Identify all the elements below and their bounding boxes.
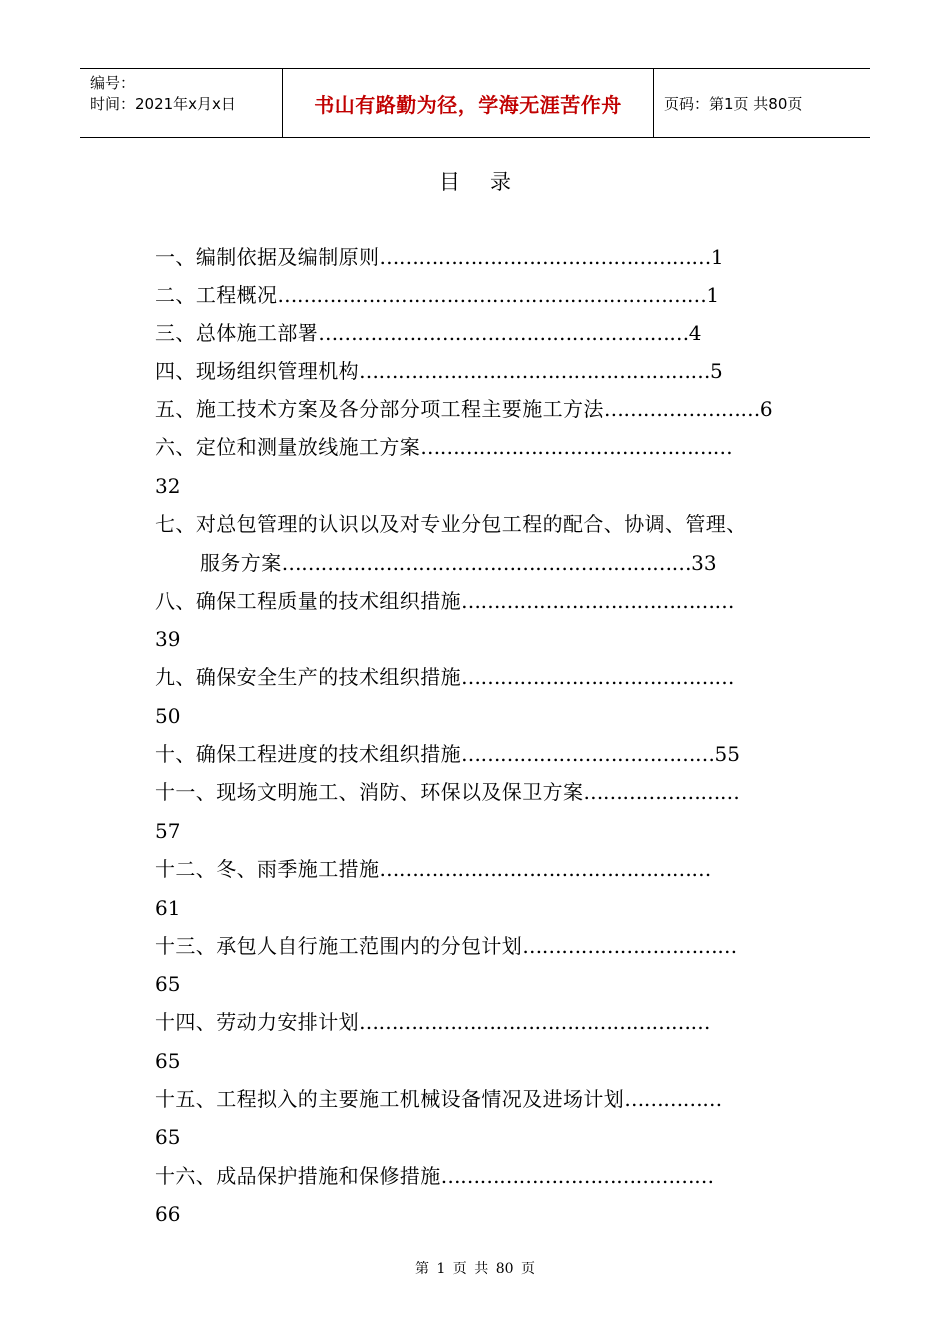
toc-entry-dots: ………………………………………………… — [318, 321, 689, 345]
toc-entry-page: 65 — [155, 1125, 181, 1149]
toc-entry-number: 十六、 — [155, 1164, 217, 1188]
toc-title: 目录 — [439, 170, 541, 194]
toc-entry-number: 五、 — [155, 397, 196, 421]
toc-entry-page-line[interactable] — [155, 1123, 180, 1151]
toc-entry-text: 承包人自行施工范围内的分包计划 — [216, 934, 523, 958]
toc-entry-number: 十一、 — [155, 780, 217, 804]
toc-entry-page-line[interactable] — [155, 625, 180, 653]
toc-entry[interactable] — [155, 932, 737, 960]
header-meta — [80, 69, 282, 137]
toc-entry-text: 劳动力安排计划 — [216, 1010, 360, 1034]
toc-entry-dots: …………………………… — [522, 934, 737, 958]
toc-entry-text: 工程拟入的主要施工机械设备情况及进场计划 — [216, 1087, 625, 1111]
toc-entry-page-line[interactable] — [155, 970, 180, 998]
toc-entry-dots: ……………………………………………… — [359, 1010, 711, 1034]
toc-entry[interactable] — [155, 319, 701, 347]
toc-entry-text-continued: 服务方案 — [200, 551, 282, 575]
toc-entry-text: 编制依据及编制原则 — [195, 245, 380, 269]
toc-entry-text: 施工技术方案及各分部分项工程主要施工方法 — [195, 397, 604, 421]
toc-entry-text: 对总包管理的认识以及对专业分包工程的配合、协调、管理、 — [195, 512, 747, 536]
toc-entry-page: 5 — [710, 359, 723, 383]
toc-entry-number: 七、 — [155, 512, 196, 536]
toc-entry[interactable] — [155, 395, 773, 423]
toc-entry-continuation[interactable] — [200, 549, 717, 577]
toc-entry-number: 十五、 — [155, 1087, 217, 1111]
toc-entry-number: 四、 — [155, 359, 196, 383]
toc-entry-page: 65 — [155, 972, 181, 996]
toc-entry-page: 50 — [155, 704, 181, 728]
toc-entry-text: 总体施工部署 — [195, 321, 319, 345]
toc-entry-page-line[interactable] — [155, 1200, 180, 1228]
toc-entry[interactable] — [155, 740, 740, 768]
toc-entry-number: 二、 — [155, 283, 196, 307]
toc-entry-page: 39 — [155, 627, 181, 651]
toc-entry-page-line[interactable] — [155, 472, 180, 500]
toc-entry-number: 八、 — [155, 589, 196, 613]
toc-entry-text: 定位和测量放线施工方案 — [195, 435, 421, 459]
toc-entry-dots: …………………………………………… — [379, 245, 711, 269]
toc-entry-page: 61 — [155, 896, 181, 920]
toc-entry[interactable] — [155, 778, 739, 806]
toc-entry-dots: …………………………………… — [461, 589, 735, 613]
toc-entry-page: 57 — [155, 819, 181, 843]
header-motto: 书山有路勤为径，学海无涯苦作舟 — [282, 69, 654, 137]
toc-entry-page: 6 — [759, 397, 773, 421]
toc-entry-dots: ……………………………………………… — [359, 359, 711, 383]
toc-entry-number: 三、 — [155, 321, 196, 345]
toc-entry-page: 4 — [688, 321, 702, 345]
toc-entry-number: 九、 — [155, 665, 196, 689]
toc-entry-number: 六、 — [155, 435, 196, 459]
toc-entry-text: 确保工程进度的技术组织措施 — [195, 742, 462, 766]
toc-entry-page: 32 — [155, 474, 181, 498]
toc-entry-page-line[interactable] — [155, 702, 180, 730]
header-page-info: 页码：第1页 共80页 — [664, 94, 803, 113]
toc-entry[interactable] — [155, 1162, 714, 1190]
header-number-label: 编号： — [90, 74, 136, 92]
toc-entry-dots: ………………………………………………………… — [277, 283, 707, 307]
toc-entry-number: 一、 — [155, 245, 196, 269]
toc-entry-page: 66 — [155, 1202, 181, 1226]
toc-entry-page-line[interactable] — [155, 1047, 180, 1075]
toc-entry-dots: …………………………………… — [461, 665, 735, 689]
toc-entry-text: 成品保护措施和保修措施 — [216, 1164, 441, 1188]
toc-entry[interactable] — [155, 1008, 710, 1036]
toc-entry-text: 现场文明施工、消防、环保以及保卫方案 — [216, 780, 584, 804]
page-footer: 第 1 页 共 80 页 — [415, 1261, 535, 1277]
toc-entry-dots: …………………………………………… — [379, 857, 711, 881]
toc-entry-page: 33 — [691, 551, 717, 575]
toc-entry-page-line[interactable] — [155, 817, 180, 845]
toc-entry-text: 冬、雨季施工措施 — [216, 857, 380, 881]
toc-entry-number: 十三、 — [155, 934, 217, 958]
toc-entry-text: 工程概况 — [195, 283, 278, 307]
toc-entry-dots: ………………………………………… — [420, 435, 733, 459]
toc-entry-page-line[interactable] — [155, 894, 180, 922]
toc-entry-text: 确保安全生产的技术组织措施 — [195, 665, 462, 689]
page-header — [80, 68, 870, 138]
toc-entry-dots: …………………… — [603, 397, 760, 421]
toc-entry[interactable] — [155, 281, 719, 309]
toc-entry[interactable] — [155, 1085, 722, 1113]
toc-entry-dots: …………… — [624, 1087, 722, 1111]
toc-entry[interactable] — [155, 587, 734, 615]
toc-entry-dots: ………………………………… — [461, 742, 715, 766]
toc-entry-text: 现场组织管理机构 — [195, 359, 360, 383]
toc-entry-page: 1 — [706, 283, 720, 307]
header-date: 时间：2021年x月x日 — [90, 95, 236, 113]
toc-entry[interactable] — [155, 855, 711, 883]
toc-entry-page: 65 — [155, 1049, 181, 1073]
toc-entry[interactable] — [155, 510, 747, 538]
toc-entry-page: 1 — [710, 245, 724, 269]
toc-entry[interactable] — [155, 243, 724, 271]
toc-entry-number: 十二、 — [155, 857, 217, 881]
toc-entry-page: 55 — [714, 742, 740, 766]
toc-entry[interactable] — [155, 433, 732, 461]
toc-entry-dots: …………………………………… — [440, 1164, 714, 1188]
toc-entry[interactable] — [155, 357, 723, 385]
toc-entry-number: 十、 — [155, 742, 196, 766]
toc-entry-text: 确保工程质量的技术组织措施 — [195, 589, 462, 613]
toc-entry-dots: ……………………………………………………… — [281, 551, 692, 575]
toc-entry-number: 十四、 — [155, 1010, 217, 1034]
toc-entry-dots: …………………… — [583, 780, 740, 804]
toc-entry[interactable] — [155, 663, 734, 691]
